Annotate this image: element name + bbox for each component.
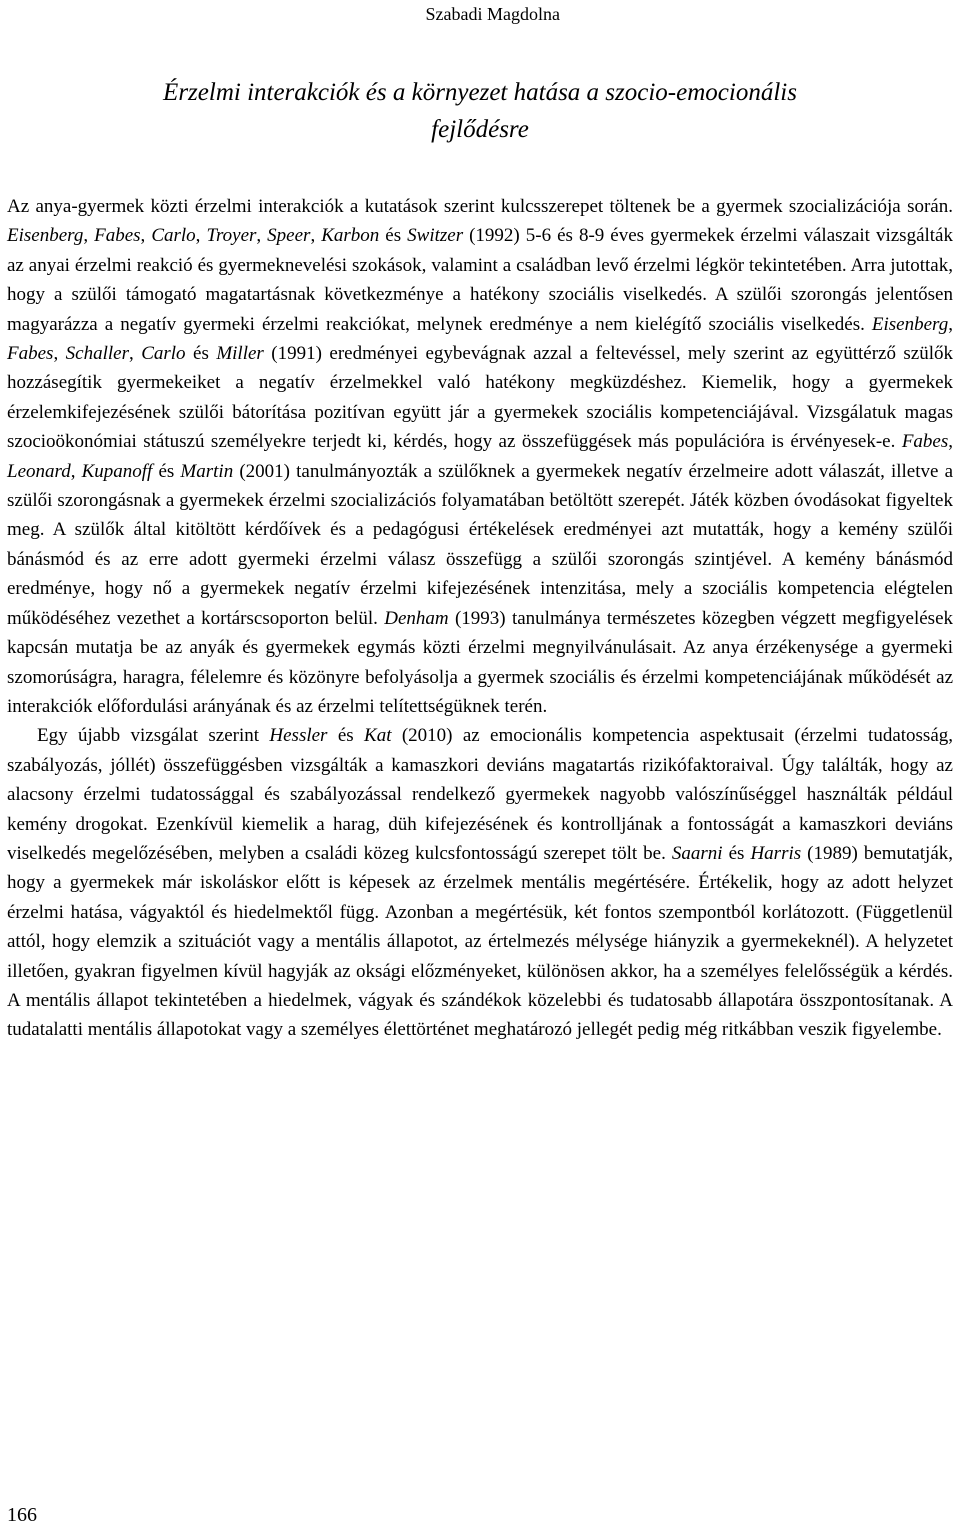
author-citation: Saarni [671,842,723,864]
author-citation: Carlo [151,225,196,247]
paragraph-2 [7,721,953,1044]
author-citation: Kat [364,725,392,747]
text-run: , [53,343,66,365]
text-run: és [722,842,751,864]
text-run: és [185,343,217,365]
text-run: , [195,225,207,247]
author-citation: Leonard [7,460,71,482]
text-run: és [327,725,365,747]
text-run: , [70,460,82,482]
text-run: (1993) tanulmánya természetes közegben végzett megfigyelések kapcsán mutatja be az anyák és gyermekek egymás közti érzelmi megnyilvánulásait. Az anya érzékenysége a gyermeki szomorúságra, haragra, félelemre és közönyre befolyásolja a gyermek szociális és érzelmi kompetenciájának működését az interakciók előfordulási arányának és az érzelmi telítettségüknek terén. [7,607,954,717]
author-citation: Carlo [141,343,186,365]
paragraph-1 [7,192,953,721]
article-body [7,192,953,1045]
author-citation: Fabes [901,431,949,453]
author-citation: Fabes [94,225,141,247]
running-header-author: Szabadi Magdolna [425,4,560,24]
author-citation: Eisenberg [871,313,949,335]
text-run: , [128,343,142,365]
author-citation: Denham [384,607,449,629]
author-citation: Miller [216,343,264,365]
running-header [0,0,960,30]
text-run: Az anya-gyermek közti érzelmi interakciók a kutatások szerint kulcsszerepet töltenek be a gyermek szocializációja során. [7,196,953,217]
text-run: , [948,313,953,335]
text-run: , [140,225,152,247]
text-run: (1991) eredményei egybevágnak azzal a feltevéssel, mely szerint az együttérző szülők hozzásegítik gyermekeiket a negatív érzelmekkel való hatékony megküzdéshez. Kiemelik, hogy a gyermekek érzelemkifejezésének szülői bátorítása pozitívan együtt jár a gyermekek szociális kompetenciájával. Vizsgálatuk magas szocioökonómiai státuszú személyekre terjedt ki, kérdés, hogy az összefüggések más populációra is érvényesek-e. [7,343,954,453]
text-run: és [379,225,408,247]
author-citation: Troyer [206,225,257,247]
author-citation: Speer [267,225,311,247]
author-citation: Eisenberg [7,225,84,247]
article-title-line-1: Érzelmi interakciók és a környezet hatása a szocio-emocionális [163,79,797,106]
page-number: 166 [7,1504,37,1526]
text-run: Egy újabb vizsgálat szerint [37,725,270,747]
text-run: (1989) bemutatják, hogy a gyermekek már iskoláskor előtt is képesek az érzelmek mentális megértésére. Értékelik, hogy az adott helyzet érzelmi hatása, vágyaktól és hiedelmektől függ. Azonban a megértésük, két fontos szempontból korlátozott. (Függetlenül attól, hogy elemzik a szituációt vagy a mentális állapotot, az értelmezés mélysége hiányzik a gyermekeknél). A helyzetet illetően, gyakran figyelmen kívül hagyják az oksági előzményeket, különösen akkor, ha a személyes felelősségük a kérdés. A mentális állapot tekintetében a hiedelmek, vágyak és szándékok közelebbi és tudatosabb állapotára összpontosítanak. A tudatalatti mentális állapotokat vagy a személyes élettörténet meghatározó jellegét pedig még ritkábban veszik figyelembe. [7,842,954,1041]
text-run: (1992) 5-6 és 8-9 éves gyermekek érzelmi válaszait vizsgálták az anyai érzelmi reakció és gyermeknevelési szokások, valamint a családban levő érzelmi légkör tekintetében. Arra jutottak, hogy a szülői támogató magatartásnak következménye a hatékony szociális viselkedés. A szülői szorongás jelentősen magyarázza a negatív gyermeki érzelmi reakciókat, melynek eredménye a nem kielégítő szociális viselkedés. [7,225,953,335]
author-citation: Karbon [321,225,380,247]
text-run: , [83,225,95,247]
author-citation: Martin [180,460,234,482]
author-citation: Harris [750,842,802,864]
text-run: , [310,225,322,247]
text-run: (2001) tanulmányozták a szülőknek a gyermekek negatív érzelmeire adott válaszát, illetve a szülői szorongásnak a gyermekek érzelmi szocializációs folyamatában betöltött szerepét. Játék közben óvodásokat figyeltek meg. A szülők által kitöltött kérdőívek és a pedagógusi értékelések eredményei azt mutatták, hogy a kemény szülői bánásmód és az erre adott gyermeki érzelmi válasz összefügg a szülői szorongás szintjével. A kemény bánásmód eredménye, hogy nő a gyermekek negatív érzelmi kifejezésének intenzitása, mely a szociális kompetencia elégtelen működéséhez vezethet a kortárscsoporton belül. [7,460,954,629]
author-citation: Kupanoff [81,460,153,482]
author-citation: Schaller [65,343,129,365]
text-run: , [948,431,953,453]
author-citation: Switzer [407,225,464,247]
author-citation: Hessler [269,725,328,747]
article-title [0,74,960,148]
text-run: (2010) az emocionális kompetencia aspektusait (érzelmi tudatosság, szabályozás, jóllét) összefüggésben vizsgálták a kamaszkori deviáns magatartás rizikófaktoraival. Úgy találták, hogy az alacsony érzelmi tudatossággal és szabályozással rendelkező gyermekek nagyobb valószínűséggel használták például kemény drogokat. Ezenkívül kiemelik a harag, düh kifejezésének és kontrolljának a fontosságát a kamaszkori deviáns viselkedés megelőzésében, melyben a családi közeg kulcsfontosságú szerepet tölt be. [7,725,954,864]
article-title-line-2: fejlődésre [431,116,529,143]
author-citation: Fabes [7,343,54,365]
text-run: , [256,225,268,247]
text-run: és [152,460,181,482]
